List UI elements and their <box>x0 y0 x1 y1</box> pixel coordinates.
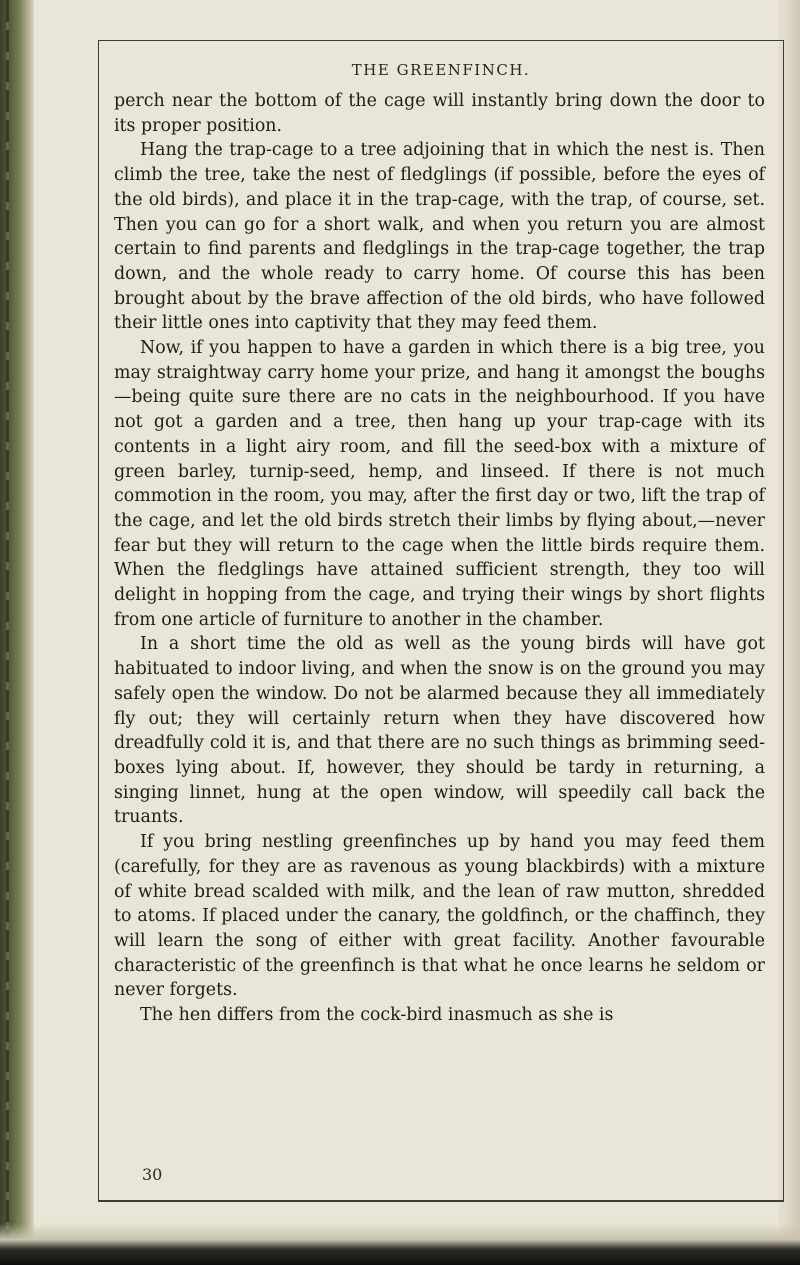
running-header: THE GREENFINCH. <box>351 61 531 79</box>
paragraph-2: Hang the trap-cage to a tree adjoining that in which the nest is. Then climb the tree, take the nest of fledglings (if possible, before the eyes of the old birds), and place it in the trap-cage, with the trap, of course, set. Then you can go for a short walk, and when you return you are almost certain to find parents and fledglings in the trap-cage together, the trap down, and the whole ready to carry home. Of course this has been brought about by the brave affection of the old birds, who have followed their little ones into captivity that they may feed them. <box>114 140 765 334</box>
paragraph-5: If you bring nestling greenfinches up by hand you may feed them (carefully, for they are as ravenous as young blackbirds) with a mixture of white bread scalded with milk, and the lean of raw mutton, shredded to atoms. If placed under the canary, the goldfinch, or the chaffinch, they will learn the song of either with great facility. Another favourable characteristic of the greenfinch is that what he once learns he seldom or never forgets. <box>114 832 765 1001</box>
paragraph-4: In a short time the old as well as the young birds will have got habituated to indoor living, and when the snow is on the ground you may safely open the window. Do not be alarmed because they all immediately fly out; they will certainly return when they have discovered how dreadfully cold it is, and that there are no such things as brimming seed-boxes lying about. If, however, they should be tardy in returning, a singing linnet, hung at the open window, will speedily call back the truants. <box>114 634 765 828</box>
paragraph-3: Now, if you happen to have a garden in which there is a big tree, you may straightway carry home your prize, and hang it amongst the boughs—being quite sure there are no cats in the neighbourhood. If you have not got a garden and a tree, then hang up your trap-cage with its contents in a light airy room, and fill the seed-box with a mixture of green barley, turnip-seed, hemp, and linseed. If there is not much commotion in the room, you may, after the first day or two, lift the trap of the cage, and let the old birds stretch their limbs by flying about,—never fear but they will return to the cage when the little birds require them. When the fledglings have attained sufficient strength, they too will delight in hopping from the cage, and trying their wings by short flights from one article of furniture to another in the chamber. <box>114 338 765 630</box>
page-bottom-shadow <box>0 1223 800 1265</box>
page-number: 30 <box>142 1165 163 1184</box>
paragraph-6: The hen differs from the cock-bird inasmuch as she is <box>140 1005 614 1026</box>
paragraph-1: perch near the bottom of the cage will instantly bring down the door to its proper position. <box>114 91 765 136</box>
body-text <box>114 89 765 1028</box>
bottom-rule <box>98 1200 784 1202</box>
book-binding-edge <box>0 0 34 1265</box>
